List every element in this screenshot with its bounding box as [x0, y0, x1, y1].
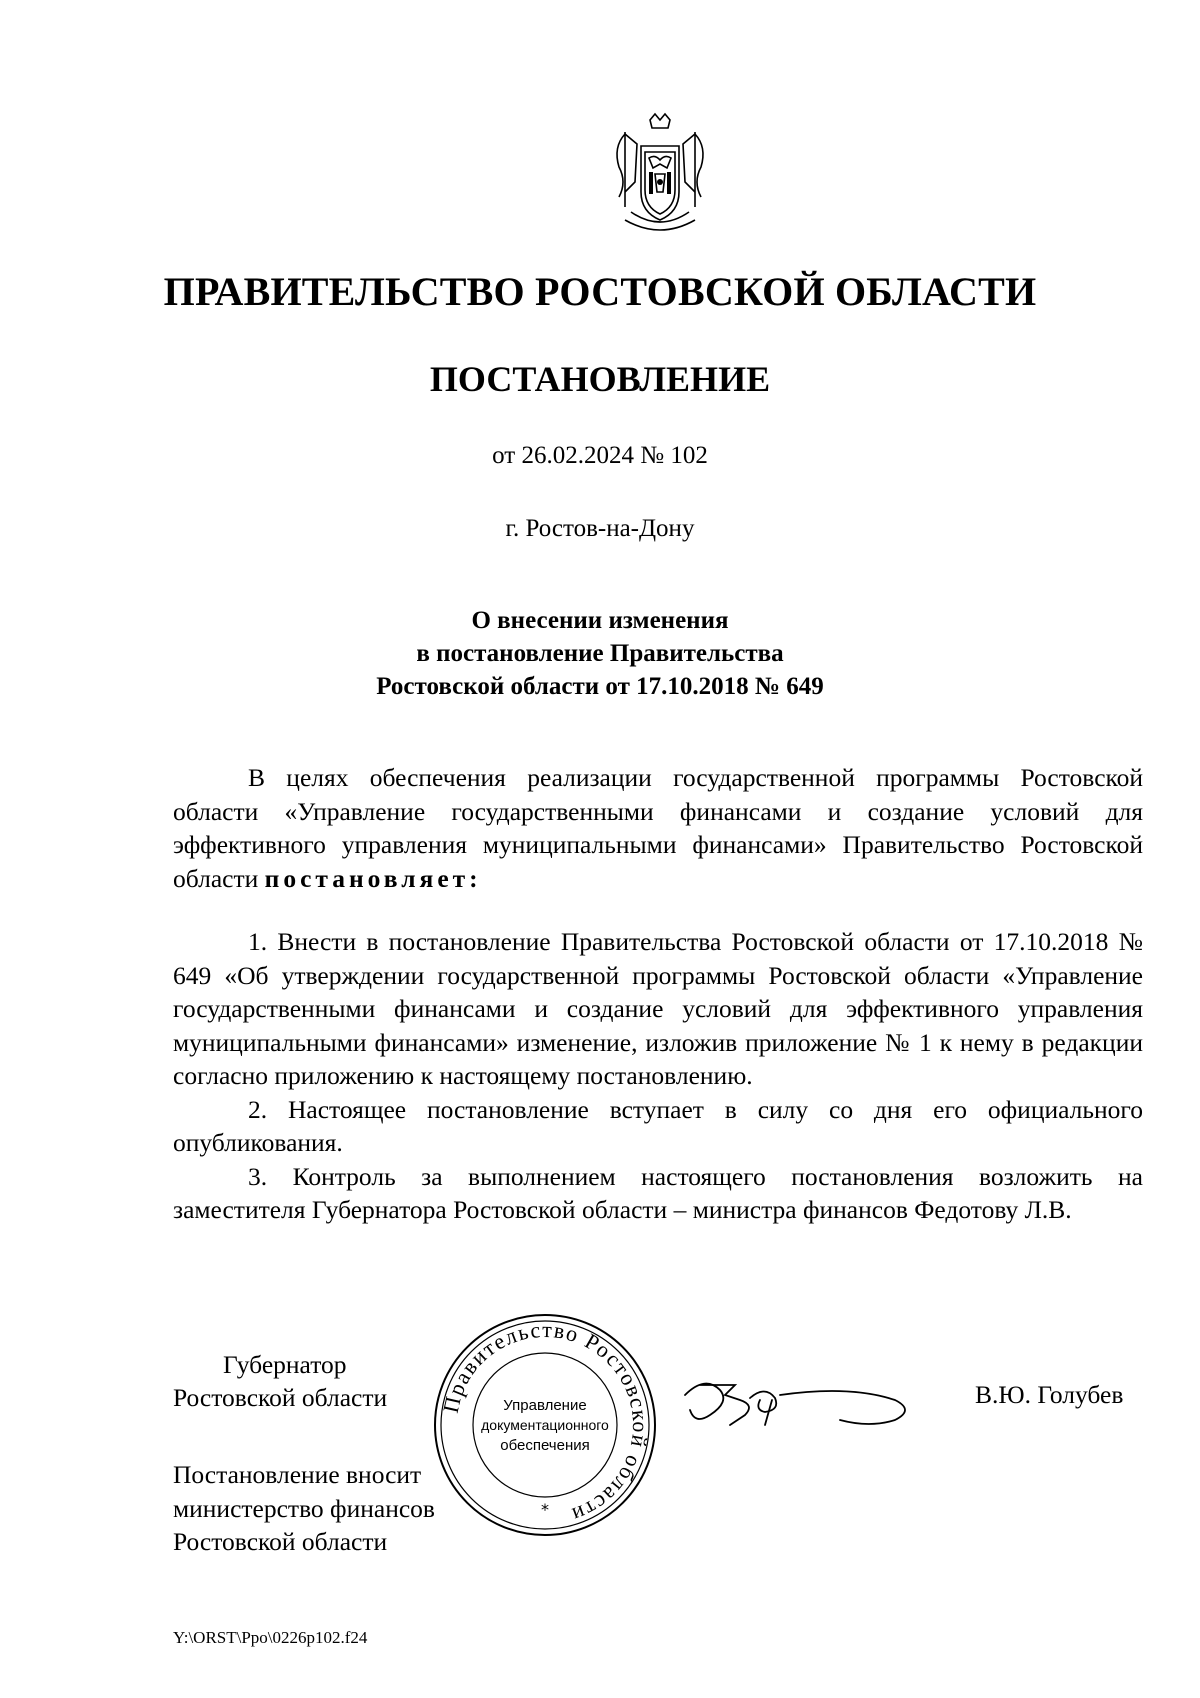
document-type: ПОСТАНОВЛЕНИЕ: [429, 359, 771, 399]
resolution-items: [173, 925, 1143, 1227]
seal-center-line: документационного: [481, 1417, 609, 1433]
seal-ring-text: Правительство Ростовской области: [437, 1316, 654, 1529]
resolution-item-2: 2. Настоящее постановление вступает в силу со дня его официального опубликования.: [173, 1094, 1143, 1157]
handwritten-signature: [680, 1370, 930, 1440]
position-line: Губернатор: [223, 1350, 347, 1379]
resolution-item-3: 3. Контроль за выполнением настоящего постановления возложить на заместителя Губернатора Ростовской области – министра финансов Федотову Л.В.: [173, 1161, 1143, 1224]
seal-center-line: обеспечения: [500, 1437, 590, 1454]
seal-star-icon: *: [541, 1500, 549, 1519]
document-date-number: от 26.02.2024 № 102: [492, 442, 708, 469]
submitter-line: министерство финансов: [173, 1493, 435, 1523]
signatory-name: В.Ю. Голубев: [975, 1380, 1124, 1409]
subject-line: Ростовской области от 17.10.2018 № 649: [376, 673, 824, 700]
resolves-word: постановляет:: [264, 863, 482, 893]
position-line: Ростовской области: [173, 1383, 388, 1412]
file-reference: Y:\ORST\Ppo\0226p102.f24: [173, 1628, 368, 1647]
subject-line: О внесении изменения: [471, 607, 729, 634]
document-place: г. Ростов-на-Дону: [505, 515, 695, 542]
submitter-line: Постановление вносит: [173, 1460, 422, 1489]
preamble-paragraph: [173, 761, 1143, 895]
signatory-position: [173, 1348, 387, 1414]
official-seal-icon: [430, 1310, 660, 1540]
submitter-line: Ростовской области: [173, 1527, 388, 1556]
preamble-text: В целях обеспечения реализации государственной программы Ростовской области «Управление государственными финансами и создание условий для эффективного управления муниципальными финансами» Правительство Ростовской области: [173, 763, 1143, 893]
seal-center-line: Управление: [503, 1397, 587, 1414]
subject-line: в постановление Правительства: [416, 640, 784, 667]
government-title: ПРАВИТЕЛЬСТВО РОСТОВСКОЙ ОБЛАСТИ: [163, 269, 1037, 314]
resolution-item-1: 1. Внести в постановление Правительства Ростовской области от 17.10.2018 № 649 «Об утверждении государственной программы Ростовской области «Управление государственными финансами и создание условий для эффективного управления муниципальными финансами» изменение, изложив приложение № 1 к нему в редакции согласно приложению к настоящему постановлению.: [173, 927, 1143, 1090]
document-subject: [0, 604, 1200, 703]
coat-of-arms-icon: [605, 112, 715, 242]
submitter-note: [173, 1458, 435, 1559]
